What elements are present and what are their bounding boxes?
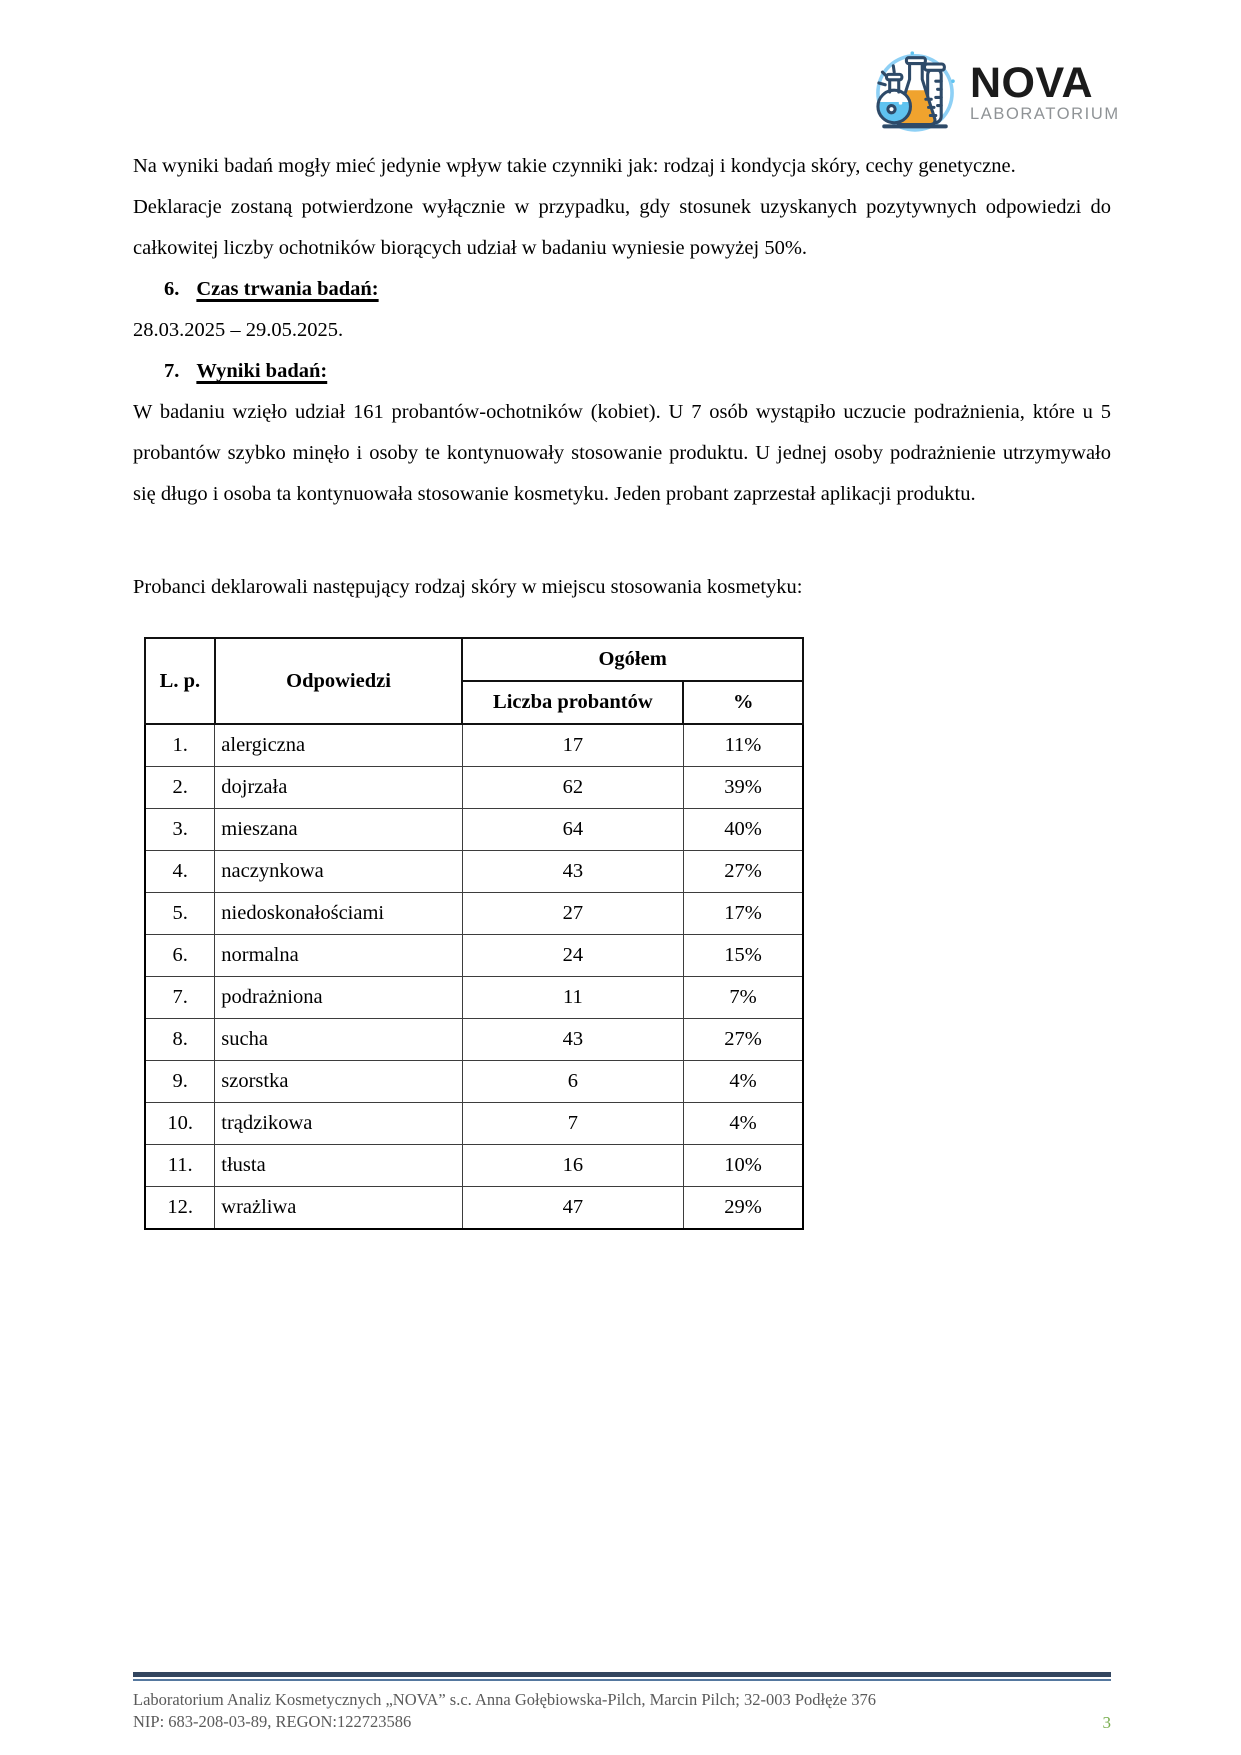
column-header-ogolem: Ogółem (462, 638, 803, 681)
logo-subtitle: LABORATORIUM (970, 104, 1120, 123)
footer-ids-line: NIP: 683-208-03-89, REGON:122723586 (133, 1712, 412, 1731)
heading-results-label: Wyniki badań: (196, 360, 328, 382)
paragraph-dates: 28.03.2025 – 29.05.2025. (133, 319, 344, 341)
heading-results-number: 7. (164, 360, 180, 382)
heading-duration-label: Czas trwania badań: (196, 278, 379, 300)
document-body (133, 146, 1111, 1230)
heading-results (133, 351, 1111, 392)
table-row: 12. wrażliwa 47 29% (145, 1187, 803, 1230)
table-row: 2. dojrzała 62 39% (145, 767, 803, 809)
lab-flasks-icon (868, 44, 962, 140)
heading-duration-number: 6. (164, 278, 180, 300)
column-header-percent: % (683, 681, 803, 724)
logo (868, 44, 1120, 140)
table-row: 3. mieszana 64 40% (145, 809, 803, 851)
paragraph-table-intro: Probanci deklarowali następujący rodzaj skóry w miejscu stosowania kosmetyku: (133, 576, 803, 598)
footer-company-line: Laboratorium Analiz Kosmetycznych „NOVA” s.c. Anna Gołębiowska-Pilch, Marcin Pilch; 32-003 Podłęże 376 (133, 1690, 876, 1709)
logo-name: NOVA (970, 58, 1094, 107)
column-header-lp: L. p. (145, 638, 215, 724)
column-header-odpowiedzi: Odpowiedzi (215, 638, 462, 724)
table-row: 4. naczynkowa 43 27% (145, 851, 803, 893)
skin-type-table (144, 637, 804, 1230)
footer-rule (133, 1672, 1111, 1687)
skin-table-header (145, 638, 803, 724)
paragraph-factors: Na wyniki badań mogły mieć jedynie wpływ takie czynniki jak: rodzaj i kondycja skóry, cechy genetyczne. (133, 155, 1016, 177)
table-row: 11. tłusta 16 10% (145, 1145, 803, 1187)
table-row: 10. trądzikowa 7 4% (145, 1103, 803, 1145)
paragraph-declarations: Deklaracje zostaną potwierdzone wyłącznie w przypadku, gdy stosunek uzyskanych pozytywnych odpowiedzi do całkowitej liczby ochotników biorących udział w badaniu wyniesie powyżej 50%. (133, 196, 1111, 259)
page-number: 3 (1102, 1713, 1111, 1732)
table-row: 7. podrażniona 11 7% (145, 977, 803, 1019)
skin-table-body (145, 724, 803, 1229)
paragraph-results: W badaniu wzięło udział 161 probantów-ochotników (kobiet). U 7 osób wystąpiło uczucie podrażnienia, które u 5 probantów szybko minęło i osoby te kontynuowały stosowanie produktu. U jednej osoby podrażnienie utrzymywało się długo i osoba ta kontynuowała stosowanie kosmetyku. Jeden probant zaprzestał aplikacji produktu. (133, 401, 1111, 505)
table-row: 1. alergiczna 17 11% (145, 724, 803, 767)
table-row: 8. sucha 43 27% (145, 1019, 803, 1061)
table-row: 9. szorstka 6 4% (145, 1061, 803, 1103)
footer-text (133, 1689, 1093, 1733)
logo-text (970, 58, 1120, 123)
column-header-liczba-probantow: Liczba probantów (462, 681, 683, 724)
table-row: 6. normalna 24 15% (145, 935, 803, 977)
page-footer (133, 1672, 1111, 1733)
heading-duration (133, 269, 1111, 310)
table-row: 5. niedoskonałościami 27 17% (145, 893, 803, 935)
